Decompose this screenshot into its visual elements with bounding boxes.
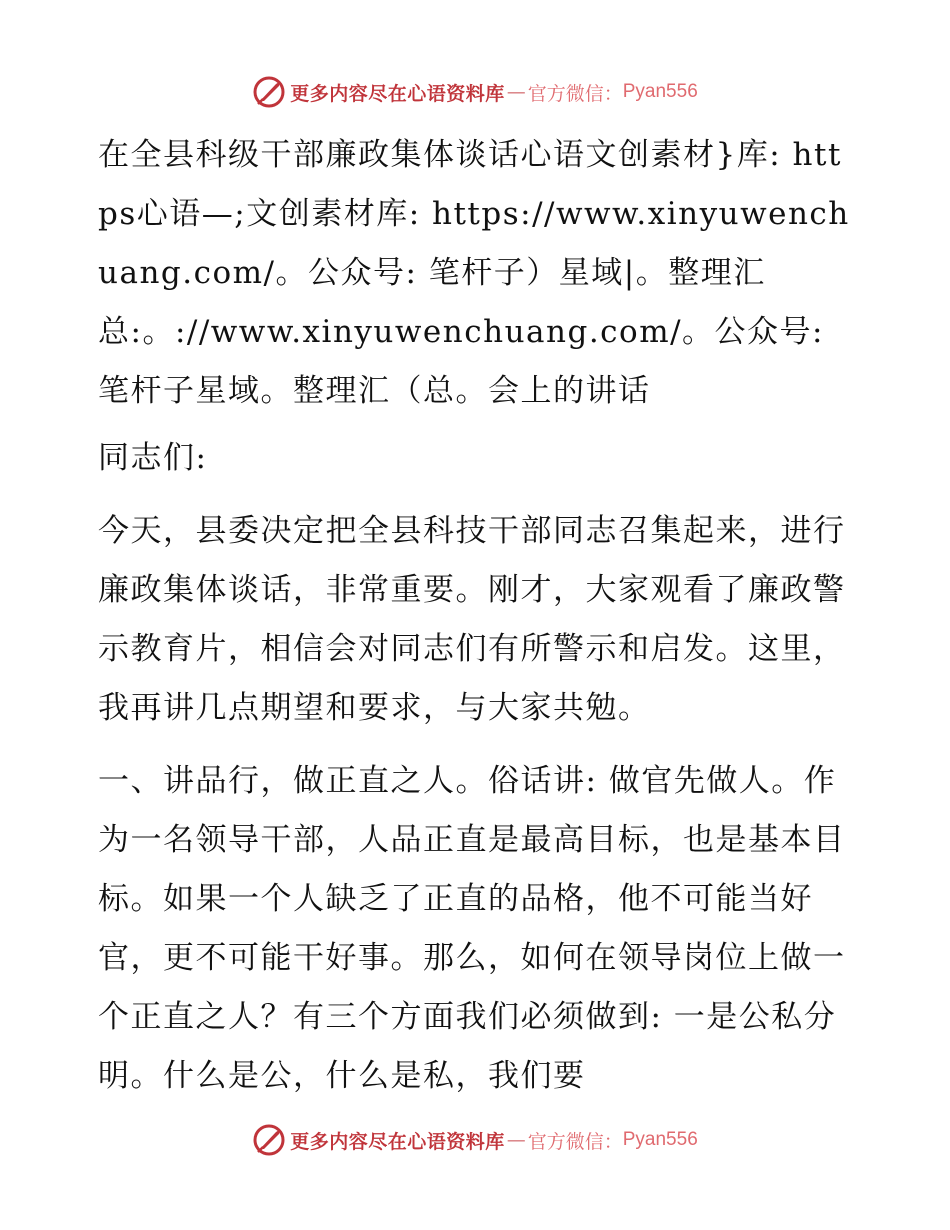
paragraph-section-one: 一、讲品行，做正直之人。俗话讲: 做官先做人。作为一名领导干部，人品正直是最高目标，也是基本目标。如果一个人缺乏了正直的品格，他不可能当好官，更不可能干好事。那么，如何在领导岗位上做一个正直之人？有三个方面我们必须做到: 一是公私分明。什么是公，什么是私，我们要 <box>98 763 846 1094</box>
footer-banner <box>0 1120 950 1160</box>
paragraph-intro: 今天，县委决定把全县科技干部同志召集起来，进行廉政集体谈话，非常重要。刚才，大家观看了廉政警示教育片，相信会对同志们有所警示和启发。这里，我再讲几点期望和要求，与大家共勉。 <box>98 513 846 726</box>
paragraph-gap <box>98 738 858 752</box>
banner-title: 更多内容尽在心语资料库 <box>290 82 505 105</box>
header-banner <box>0 72 950 112</box>
document-body <box>98 126 858 1106</box>
banner-dash: — <box>506 81 526 103</box>
feather-pen-logo-icon <box>252 75 286 109</box>
banner-wechat-label: 官方微信： <box>527 82 623 105</box>
banner-wechat-id: Pyan556 <box>622 1129 698 1150</box>
salutation: 同志们: <box>98 440 208 476</box>
banner-wechat-label: 官方微信： <box>527 1130 623 1153</box>
document-heading: 在全县科级干部廉政集体谈话心语文创素材}库: https心语—;文创素材库: https://www.xinyuwenchuang.com/。公众号: 笔杆子）星域|。整理汇总:。://www.xinyuwenchuang.com/。公众号: 笔杆子星域。整理汇（总。会上的讲话 <box>98 137 850 409</box>
feather-pen-logo-icon <box>252 1123 286 1157</box>
banner-title: 更多内容尽在心语资料库 <box>290 1130 505 1153</box>
paragraph-gap <box>98 488 858 502</box>
banner-wechat-id: Pyan556 <box>622 81 698 102</box>
banner-dash: — <box>506 1129 526 1151</box>
